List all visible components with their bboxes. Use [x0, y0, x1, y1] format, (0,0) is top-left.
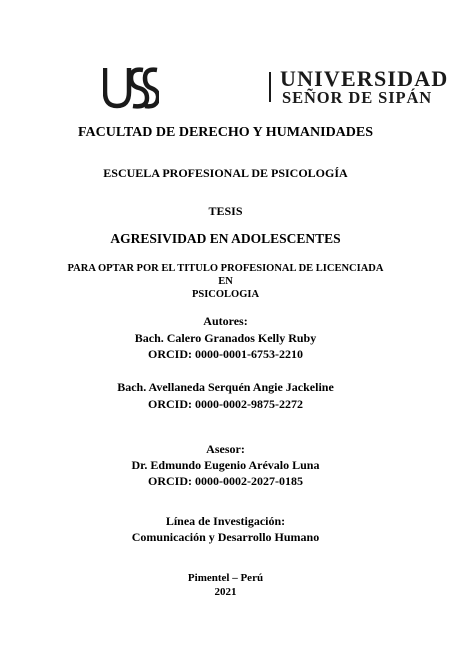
advisor-heading: Asesor:	[206, 442, 245, 456]
advisor-orcid: ORCID: 0000-0002-2027-0185	[148, 474, 303, 488]
author-2-orcid: ORCID: 0000-0002-9875-2272	[148, 397, 303, 411]
author-2-name: Bach. Avellaneda Serquén Angie Jackeline	[117, 380, 334, 394]
logo-divider	[269, 72, 271, 102]
author-1-name: Bach. Calero Granados Kelly Ruby	[134, 331, 317, 345]
degree-line-3: PSICOLOGIA	[191, 289, 260, 300]
location: Pimentel – Perú	[187, 572, 264, 584]
uss-logo-icon	[103, 64, 159, 110]
year: 2021	[214, 586, 237, 598]
school-name: ESCUELA PROFESIONAL DE PSICOLOGÍA	[103, 166, 348, 180]
degree-line-1: PARA OPTAR POR EL TITULO PROFESIONAL DE LICENCIADA	[67, 263, 384, 274]
research-line-value: Comunicación y Desarrollo Humano	[131, 530, 320, 544]
advisor-name: Dr. Edmundo Eugenio Arévalo Luna	[131, 458, 320, 472]
thesis-title: AGRESIVIDAD EN ADOLESCENTES	[110, 231, 341, 246]
research-line-heading: Línea de Investigación:	[165, 514, 286, 528]
logo-university-name: UNIVERSIDAD	[280, 66, 449, 91]
degree-line-2: EN	[218, 276, 233, 287]
faculty-name: FACULTAD DE DERECHO Y HUMANIDADES	[77, 125, 374, 140]
author-1-orcid: ORCID: 0000-0001-6753-2210	[148, 347, 303, 361]
university-logo	[103, 64, 449, 112]
authors-heading: Autores:	[203, 314, 248, 328]
logo-university-subname: SEÑOR DE SIPÁN	[282, 88, 433, 107]
document-type: TESIS	[208, 204, 243, 218]
